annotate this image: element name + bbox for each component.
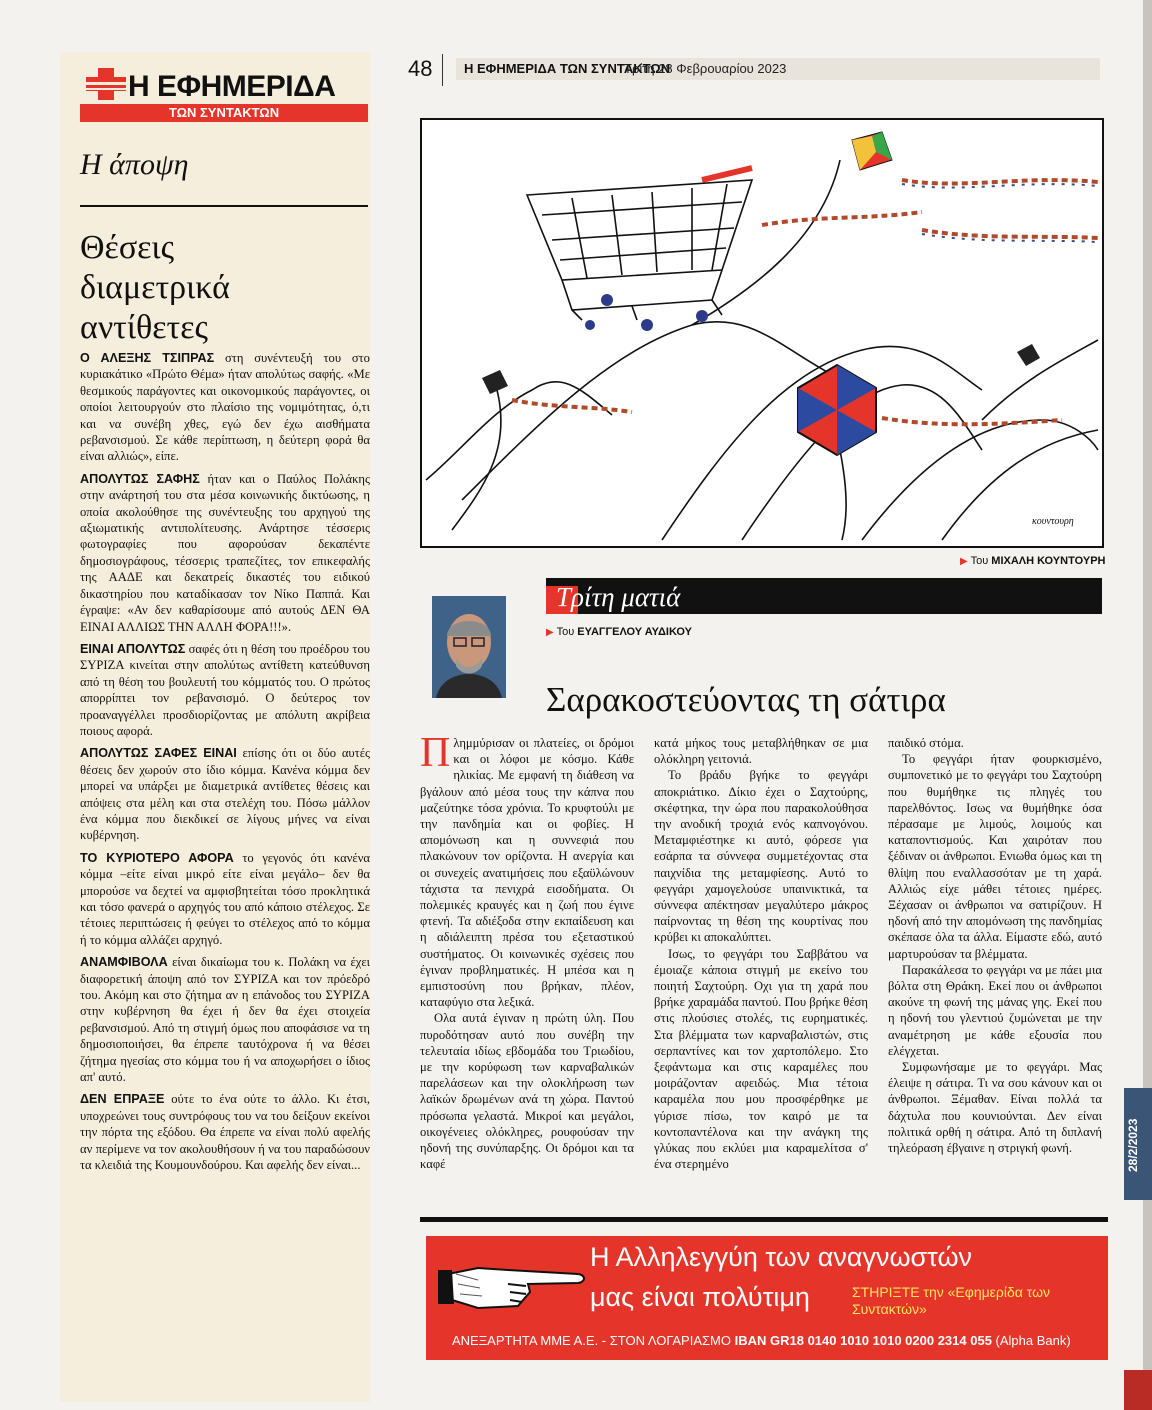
article-paragraph: Το βράδυ βγήκε το φεγγάρι αποκριάτικο. Δίκιο έχει ο Σαχτούρης, σκέφτηκα, την ώρα που παρακολούθησα την ανοδική τροχιά ενός καπνογόνου. Μεταμφιέστηκε κι αυτό, φόρεσε για εσάρπα τα σύννεφα συμμετέχοντας στα παιχνίδια της μεταμφίεσης. Αυτό το φεγγάρι χαμογελούσε υπαινικτικά, τα σύννεφα απέκτησαν μεγαλύτερο μάκρος παίρνοντας τη θέση της κουρτίνας που κρύβει κι αποκαλύπτει. [654,768,868,945]
opinion-paragraph: ΑΝΑΜΦΙΒΟΛΑ είναι δικαίωμα του κ. Πολάκη να έχει διαφορετική άποψη από τον ΣΥΡΙΖΑ και τον πρόεδρό του. Ακόμη και στο ζήτημα αν η επάνοδος του ΣΥΡΙΖΑ στην κυβέρνηση θα έχει ή δεν θα έχει στοιχεία ρεβανσισμού. Από τη στιγμή όμως που αποφάσισε να τη δημοσιοποιήσει, θα έπρεπε ταυτόχρονα ή να θέσει ζήτημα ηγεσίας στο κόμμα του ή να αποχωρήσει ο ίδιος απ' αυτό. [80,955,370,1085]
article-paragraph: Συμφωνήσαμε με το φεγγάρι. Μας έλειψε η σάτιρα. Τι να σου κάνουν και οι άνθρωποι. Ξέμαθαν. Είναι πολλά τα δάχτυλα που κουνιούνται. Δεν είναι πολιτικά ορθή η σάτιρα. Από τη διπλανή τηλεόραση έβγαινε η στριγκή φωνή. [888,1060,1102,1156]
logo-subtitle: ΤΩΝ ΣΥΝΤΑΚΤΩΝ [168,105,280,120]
ad-rule [420,1217,1108,1222]
cartoon-credit: ▶ Του ΜΙΧΑΛΗ ΚΟΥΝΤΟΥΡΗ [960,555,1106,567]
drop-cap: Π [420,730,451,776]
arrow-icon: ▶ [960,556,968,567]
section-title: Η άποψη [80,148,189,181]
arrow-icon: ▶ [546,627,554,638]
article-paragraph: Ισως, το φεγγάρι του Σαββάτου να έμοιαζε κάποια στιγμή με εκείνο του ποιητή Σαχτούρη. Οχι για τη χαρά που βρήκε χαραμάδα παντού. Που βρήκε θέση στις πλούσιες στολές, τις ευρηματικές. Στα βλέμματα των καρναβαλιστών, στις σερπαντίνες και τον χαρτοπόλεμο. Στο ξεφάντωμα και στις καραμέλες που μοιράζονταν αφειδώς. Μια τέτοια καραμέλα που μου προσφέρθηκε με γύρισε πίσω, τον καιρό με τα κοντοπαντέλονα και την ανάγκη της γλύκας που εκλύει μια καραμελίτσα σ' ένα στερημένο [654,946,868,1172]
author-portrait-icon [432,596,506,698]
header-divider [442,54,443,86]
ad-headline-1: Η Αλληλεγγύη των αναγνωστών [590,1242,973,1272]
svg-text:κουντουρη: κουντουρη [1032,516,1074,527]
article-column-2 [654,735,868,1172]
opinion-paragraph: ΔΕΝ ΕΠΡΑΞΕ ούτε το ένα ούτε το άλλο. Κι έτσι, υποχρεώνει τους συντρόφους του να του δείξουν εκείνοι την πόρτα της εξόδου. Θα έπρεπε να είναι πολύ αφελής αν περίμενε να τον ακολουθήσουν ή να του παραδώσουν τα κλειδιά της Κουμουνδούρου. Και αφελής δεν είναι... [80,1092,370,1173]
article-paragraph: Παρακάλεσα το φεγγάρι να με πάει μια βόλτα στη Θράκη. Εκεί που οι άνθρωποι ακούνε τη φωνή της μάνας γης. Εκεί που η ηδονή του γλεντιού ζυμώνεται με την αναμέτρηση με κάθε εξουσία που ελέγχεται. [888,962,1102,1058]
article-column-3 [888,735,1102,1156]
article-title: Σαρακοστεύοντας τη σάτιρα [546,680,946,719]
article-paragraph: Πλημμύρισαν οι πλατείες, οι δρόμοι και οι λόφοι με κόσμο. Κάθε ηλικίας. Με εμφανή τη διάθεση να βγάλουν από μέσα τους την κάπνα που μαζεύτηκε τόσα χρόνια. Το κρυφτούλι με την πανδημία και οι φοβίες. Η απομόνωση και η συννεφιά που πλακώνουν τον ορίζοντα. Η ανεργία και οι συνεχείς ανατιμήσεις που εξαϋλώνουν τάχιστα τα πενιχρά εισοδήματα. Οι πολεμικές κραυγές και η ζωή που έγινε φτενή. Τα αδιέξοδα στην εκπαίδευση και η αδιάλειπτη πρέσα του εξεταστικού συστήματος. Οι κοινωνικές σχέσεις που έγιναν προβληματικές. Η μπέσα και η εμπιστοσύνη που βρήκαν, πλέον, καταφύγιο στα λεξικά. [420,730,634,1010]
header-date: Τρίτη 28 Φεβρουαρίου 2023 [624,61,787,76]
ad-bank-details: ΑΝΕΞΑΡΤΗΤΑ ΜΜΕ Α.Ε. - ΣΤΟΝ ΛΟΓΑΡΙΑΣΜΟ IBAN GR18 0140 1010 1010 0200 2314 055 (Alpha Bank) [452,1333,1071,1348]
headline-line: Θέσεις [80,229,175,266]
ad-headline-2: μας είναι πολύτιμη [590,1282,810,1312]
page-number: 48 [408,56,433,81]
column-title: Τρίτη ματιά [556,582,681,612]
author-photo [432,596,506,698]
header-paper-name: Η ΕΦΗΜΕΡΙΔΑ ΤΩΝ ΣΥΝΤΑΚΤΩΝ [464,61,671,76]
column-author: ▶ Του ΕΥΑΓΓΕΛΟΥ ΑΥΔΙΚΟΥ [546,626,693,638]
logo-title: Η ΕΦΗΜΕΡΙΔΑ [128,70,336,103]
opinion-body [80,350,370,1180]
cartoon-frame [420,118,1104,548]
article-paragraph: Το φεγγάρι ήταν φουρκισμένο, συμπονετικό με το φεγγάρι του Σαχτούρη που θυμήθηκε τις πληγές του παρελθόντος. Ισως να θυμήθηκε όσα πέρασαμε με λιμούς, λοιμούς και καταποντισμούς. Και χαιρόταν που ξέδιναν οι άνθρωποι. Ενιωθα όμως και τη θλίψη που εναλλασσόταν με τη χαρά. Αλλιώς είχε μάθει τέτοιες ημέρες. Ξέχασαν οι άνθρωποι να σατιρίζουν. Η ηδονή από την απομόνωση της πανδημίας σκέπασε όλα τα άλλα. Είμαστε εδώ, αυτό μαρτυρούσαν τα βλέμματα. [888,752,1102,961]
ad-support-text: ΣΤΗΡΙΞΤΕ την «Εφημερίδα των Συντακτών» [852,1284,1051,1317]
side-date-label: 28/2/2023 [1126,1118,1140,1172]
opinion-paragraph: ΑΠΟΛΥΤΩΣ ΣΑΦΕΣ ΕΙΝΑΙ επίσης ότι οι δύο αυτές θέσεις δεν χωρούν στο ίδιο κόμμα. Κανένα κόμμα δεν μπορεί να υπάρξει με διαμετρικά αντίθετες θέσεις και απόψεις στα μέλη και στα στελέχη του. Πόσω μάλλον ένα κόμμα που διεκδικεί σε λίγους μήνες να είναι κυβέρνηση. [80,746,370,843]
opinion-paragraph: ΤΟ ΚΥΡΙΟΤΕΡΟ ΑΦΟΡΑ το γεγονός ότι κανένα κόμμα –είτε είναι μικρό είτε είναι μεγάλο– δεν θα μπορούσε να δεχτεί να αμφισβητείται τόσο προκλητικά και τόσο φανερά ο αρχηγός του από κάποιο στέλεχος. Σε τέτοιες περιπτώσεις ή φεύγει το στέλεχος από το κόμμα ή το κόμμα αλλάζει αρχηγό. [80,850,370,947]
article-column-1 [420,730,634,1172]
opinion-headline [80,228,370,348]
opinion-paragraph: ΕΙΝΑΙ ΑΠΟΛΥΤΩΣ σαφές ότι η θέση του προέδρου του ΣΥΡΙΖΑ κινείται στην απολύτως αντίθετη κατεύθυνση από τη θέση του βουλευτή του κόμματός του. Ο πρώτος απορρίπτει τον ρεβανσισμό. Ο δεύτερος τον προαναγγέλλει προσδιορίζοντας με απόλυτη ακρίβεια ποιους αφορά. [80,641,370,738]
opinion-paragraph: ΑΠΟΛΥΤΩΣ ΣΑΦΗΣ ήταν και ο Παύλος Πολάκης στην ανάρτησή του στα μέσα κοινωνικής δικτύωσης, η οποία ακολούθησε της συνέντευξης του αρχηγού της αξιωματικής αντιπολίτευσης. Ανάρτησε τέσσερις φωτογραφίες που αφορούσαν δεκαπέντε δημοσιογράφους, τέσσερις τραπεζίτες, τον επικεφαλής της ΑΑΔΕ και δεκατρείς δικαστές του ειδικού δικαστηρίου που καταδίκασαν τον Νίκο Παππά. Και έγραψε: «Αν δεν καθαρίσουμε από αυτούς ΔΕΝ ΘΑ ΕΙΝΑΙ ΑΛΛΙΩΣ ΤΗΝ ΑΛΛΗ ΦΟΡΑ!!!». [80,471,370,634]
article-paragraph: παιδικό στόμα. [888,736,964,750]
newspaper-logo-icon [84,66,128,102]
headline-line: διαμετρικά [80,269,230,306]
side-tab-red [1124,1370,1152,1410]
article-paragraph: Ολα αυτά έγιναν η πρώτη ύλη. Που πυροδότησαν αυτό που συνέβη την τελευταία ιδίως εβδομάδα του Τριωδίου, με την κορύφωση των καρναβαλικών παρελάσεων και την ολοκλήρωση των λαϊκών δρωμένων ανά τη χώρα. Παντού πρόσωπα γελαστά. Μικροί και μεγάλοι, οικογένειες ολόκληρες, ρουφούσαν την ηδονή της συνύπαρξης. Οι δρόμοι και τα καφέ [420,1011,634,1172]
article-paragraph: κατά μήκος τους μεταβλήθηκαν σε μια ολόκληρη γειτονιά. [654,736,868,767]
cartoon-drawing [422,120,1102,546]
opinion-paragraph: Ο ΑΛΕΞΗΣ ΤΣΙΠΡΑΣ στη συνέντευξή του στο κυριακάτικο «Πρώτο Θέμα» ήταν απολύτως σαφής. «Με θεσμικούς παράγοντες και οικονομικούς παράγοντες, οι οποίοι λειτουργούν στο πλαίσιο της νομιμότητας, ό,τι και να συνέβη χθες, εγώ δεν έχω αισθήματα ρεβανσισμού. Σε κάθε περίπτωση, η δεύτερη φορά θα είναι αλλιώς», είπε. [80,351,370,464]
section-rule [80,205,368,207]
headline-line: αντίθετες [80,309,208,346]
pointing-hand-icon [438,1244,588,1324]
